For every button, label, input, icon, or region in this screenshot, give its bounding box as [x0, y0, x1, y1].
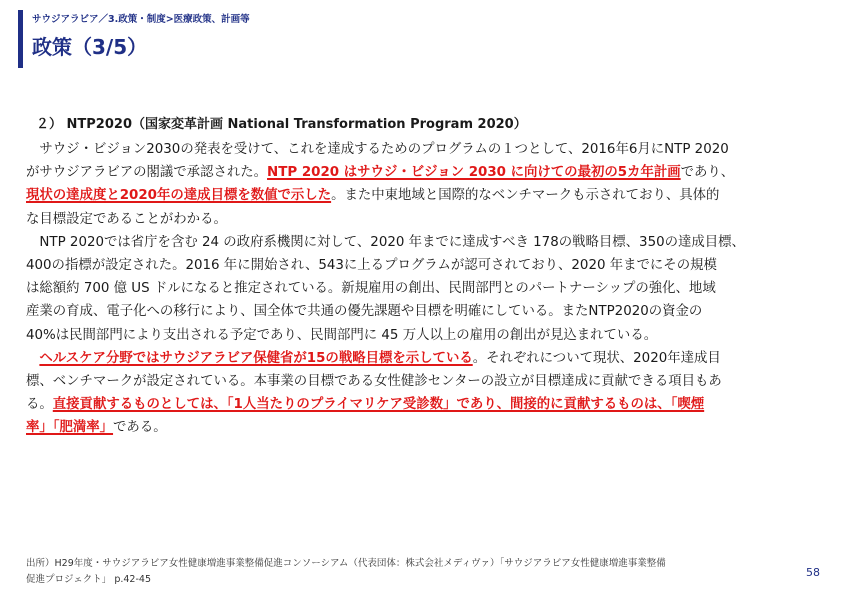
- body-text-segment: 400の指標が設定された。2016 年に開始され、543に上るプログラムが認可されており、2020 年までにその規模: [26, 258, 717, 274]
- body-text-segment: である。: [113, 420, 167, 436]
- body-text-segment: は総額約 700 億 US ドルになると推定されている。新規雇用の創出、民間部門とのパートナーシップの強化、地域: [26, 281, 716, 297]
- body-text-segment: サウジ・ビジョン2030の発表を受けて、これを達成するためのプログラムの１つとして、2016年6月にNTP 2020: [26, 142, 729, 157]
- body-text-segment: な目標設定であることがわかる。: [26, 211, 227, 227]
- body-line: [26, 231, 826, 254]
- breadcrumb: サウジアラビア／3.政策・制度>医療政策、計画等: [32, 14, 250, 25]
- body-line: [26, 416, 826, 439]
- body-line: [26, 184, 826, 207]
- accent-bar: [18, 10, 23, 68]
- highlighted-text: 現状の達成度と2020年の達成目標を数値で示した: [26, 188, 332, 204]
- body-text-segment: NTP 2020では省庁を含む 24 の政府系機関に対して、2020 年までに達成すべき 178の戦略目標、350の達成目標、: [26, 234, 745, 250]
- body-line: [26, 138, 826, 161]
- body-text-segment: る。: [26, 397, 53, 413]
- body-line: [26, 393, 826, 416]
- body-line: [26, 254, 826, 277]
- section-heading: ２） NTP2020（国家変革計画 National Transformation Program 2020）: [36, 117, 527, 132]
- body-text-segment: 産業の育成、電子化への移行により、国全体で共通の優先課題や目標を明確にしている。またNTP2020の資金の: [26, 304, 703, 320]
- body-line: [26, 347, 826, 370]
- page-number: 58: [806, 566, 820, 579]
- footnote-line: 出所）H29年度・サウジアラビア女性健康増進事業整備促進コンソーシアム（代表団体：株式会社メディヴァ）「サウジアラビア女性健康増進事業整備: [26, 558, 666, 569]
- body-line: [26, 370, 826, 393]
- body-line: [26, 300, 826, 323]
- body-text-segment: 。また中東地域と国際的なベンチマークも示されており、具体的: [331, 188, 720, 204]
- body-text-segment: 標、ベンチマークが設定されている。本事業の目標である女性健診センターの設立が目標達成に貢献できる項目もあ: [26, 374, 722, 390]
- highlighted-text: NTP 2020 はサウジ・ビジョン 2030 に向けての最初の5カ年計画: [267, 165, 681, 181]
- highlighted-text: ヘルスケア分野ではサウジアラビア保健省が15の戦略目標を示している: [39, 350, 473, 366]
- source-footnote: [26, 556, 666, 588]
- page-title: 政策（3/5）: [32, 35, 148, 59]
- highlighted-text: 直接貢献するものとしては、「1人当たりのプライマリケア受診数」であり、間接的に貢献するものは、「喫煙: [52, 397, 705, 413]
- body-text-segment: であり、: [680, 165, 735, 181]
- body-text: [26, 138, 826, 440]
- body-text-segment: がサウジアラビアの閣議で承認された。: [26, 165, 268, 181]
- highlighted-text: 率」「肥満率」: [26, 420, 114, 436]
- body-line: [26, 161, 826, 184]
- footnote-line: 促進プロジェクト」 p.42-45: [26, 574, 151, 585]
- body-text-segment: 40%は民間部門により支出される予定であり、民間部門に 45 万人以上の雇用の創出が見込まれている。: [26, 327, 658, 343]
- body-line: [26, 324, 826, 347]
- body-text-segment: 。それぞれについて現状、2020年達成目: [472, 350, 721, 366]
- body-line: [26, 208, 826, 231]
- body-text-segment: [26, 351, 39, 366]
- body-line: [26, 277, 826, 300]
